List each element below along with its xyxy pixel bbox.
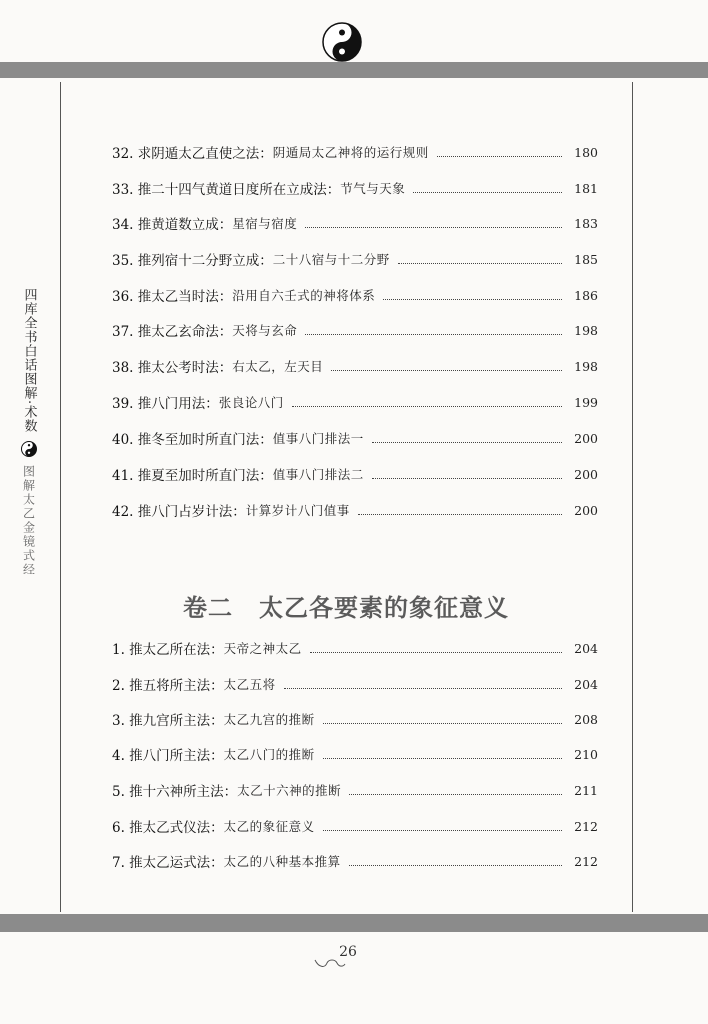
toc-entry-page: 198 xyxy=(574,322,598,338)
toc-entry-page: 211 xyxy=(574,782,598,798)
dot-leader xyxy=(349,865,562,866)
toc-entry-subtitle: 右太乙，左天目 xyxy=(232,359,324,374)
toc-entry-title: 36. 推太乙当时法： xyxy=(112,289,233,305)
toc-entry[interactable] xyxy=(112,636,598,660)
toc-entry[interactable] xyxy=(112,390,598,414)
toc-entry[interactable] xyxy=(112,426,598,450)
dot-leader xyxy=(372,442,562,443)
toc-entry[interactable] xyxy=(112,211,598,235)
dot-leader xyxy=(292,406,562,407)
footer-band xyxy=(0,914,708,932)
toc-entry-subtitle: 太乙的八种基本推算 xyxy=(223,854,341,869)
toc-entry-page: 185 xyxy=(574,251,598,267)
toc-entry-page: 200 xyxy=(574,466,598,482)
toc-entry-title: 6. 推太乙式仪法： xyxy=(112,820,224,836)
toc-entry-subtitle: 太乙五将 xyxy=(223,677,276,692)
series-title: 四库全书白话图解·术数 xyxy=(21,288,37,434)
toc-entry-title: 1. 推太乙所在法： xyxy=(112,642,224,658)
dot-leader xyxy=(305,227,562,228)
toc-entry-title: 37. 推太乙玄命法： xyxy=(112,324,233,340)
toc-entry-title: 41. 推夏至加时所直门法： xyxy=(112,468,273,484)
toc-entry-title: 39. 推八门用法： xyxy=(112,396,219,412)
toc-entry-page: 204 xyxy=(574,676,598,692)
toc-entry-subtitle: 星宿与宿度 xyxy=(232,216,298,231)
toc-entry-subtitle: 张良论八门 xyxy=(218,395,284,410)
toc-entry-page: 212 xyxy=(574,853,598,869)
dot-leader xyxy=(398,263,562,264)
side-caption xyxy=(14,288,44,577)
header-band xyxy=(0,62,708,78)
toc-entry-title: 40. 推冬至加时所直门法： xyxy=(112,432,273,448)
toc-entry-title: 33. 推二十四气黄道日度所在立成法： xyxy=(112,182,341,198)
toc-entry[interactable] xyxy=(112,742,598,766)
toc-entry-page: 183 xyxy=(574,215,598,231)
frame-left-rule xyxy=(60,82,61,912)
toc-entry[interactable] xyxy=(112,462,598,486)
toc-entry-title: 34. 推黄道数立成： xyxy=(112,217,233,233)
toc-entry-page: 204 xyxy=(574,640,598,656)
toc-entry[interactable] xyxy=(112,140,598,164)
toc-entry[interactable] xyxy=(112,318,598,342)
section-title-text: 太乙各要素的象征意义 xyxy=(259,594,509,622)
toc-entry-page: 200 xyxy=(574,430,598,446)
toc-entry-title: 35. 推列宿十二分野立成： xyxy=(112,253,273,269)
toc-entry[interactable] xyxy=(112,672,598,696)
toc-entry-subtitle: 天将与玄命 xyxy=(232,323,298,338)
toc-entry-page: 180 xyxy=(574,144,598,160)
toc-entry[interactable] xyxy=(112,778,598,802)
toc-entry-title: 7. 推太乙运式法： xyxy=(112,855,224,871)
toc-entry-subtitle: 太乙九宫的推断 xyxy=(223,712,315,727)
toc-entry-title: 4. 推八门所主法： xyxy=(112,748,224,764)
dot-leader xyxy=(372,478,562,479)
volume-label: 卷二 xyxy=(183,594,233,622)
toc-entry-page: 200 xyxy=(574,502,598,518)
toc-entry-page: 208 xyxy=(574,711,598,727)
toc-entry-page: 186 xyxy=(574,287,598,303)
toc-entry-subtitle: 沿用自六壬式的神将体系 xyxy=(232,288,376,303)
yin-yang-icon xyxy=(322,22,362,62)
toc-entry-title: 38. 推太公考时法： xyxy=(112,360,233,376)
toc-entry[interactable] xyxy=(112,707,598,731)
toc-entry[interactable] xyxy=(112,498,598,522)
toc-entry-subtitle: 值事八门排法二 xyxy=(272,467,364,482)
toc-entry[interactable] xyxy=(112,849,598,873)
toc-entry-title: 5. 推十六神所主法： xyxy=(112,784,238,800)
dot-leader xyxy=(323,723,562,724)
section-heading xyxy=(60,588,632,628)
yin-yang-icon xyxy=(21,441,37,457)
dot-leader xyxy=(310,652,562,653)
toc-entry-subtitle: 阴遁局太乙神将的运行规则 xyxy=(272,145,429,160)
dot-leader xyxy=(323,758,562,759)
toc-entry-page: 198 xyxy=(574,358,598,374)
toc-entry-page: 212 xyxy=(574,818,598,834)
toc-entry-subtitle: 天帝之神太乙 xyxy=(223,641,302,656)
toc-entry-page: 210 xyxy=(574,746,598,762)
toc-entry-subtitle: 计算岁计八门值事 xyxy=(245,503,350,518)
toc-entry-subtitle: 太乙十六神的推断 xyxy=(237,783,342,798)
dot-leader xyxy=(331,370,562,371)
toc-entry-page: 181 xyxy=(574,180,598,196)
toc-entry-title: 3. 推九宫所主法： xyxy=(112,713,224,729)
toc-entry-title: 42. 推八门占岁计法： xyxy=(112,504,246,520)
page-number: 26 xyxy=(339,944,357,960)
toc-entry[interactable] xyxy=(112,176,598,200)
dot-leader xyxy=(349,794,562,795)
frame-right-rule xyxy=(632,82,633,912)
toc-entry-subtitle: 太乙八门的推断 xyxy=(223,747,315,762)
dot-leader xyxy=(284,688,562,689)
toc-entry[interactable] xyxy=(112,354,598,378)
toc-entry-subtitle: 值事八门排法一 xyxy=(272,431,364,446)
toc-entry-subtitle: 二十八宿与十二分野 xyxy=(272,252,390,267)
toc-entry-page: 199 xyxy=(574,394,598,410)
toc-entry-title: 2. 推五将所主法： xyxy=(112,678,224,694)
toc-entry-subtitle: 节气与天象 xyxy=(340,181,406,196)
toc-entry-title: 32. 求阴遁太乙直使之法： xyxy=(112,146,273,162)
dot-leader xyxy=(383,299,562,300)
toc-entry-subtitle: 太乙的象征意义 xyxy=(223,819,315,834)
toc-entry[interactable] xyxy=(112,247,598,271)
dot-leader xyxy=(323,830,562,831)
dot-leader xyxy=(358,514,562,515)
dot-leader xyxy=(413,192,562,193)
dot-leader xyxy=(305,334,562,335)
toc-entry[interactable] xyxy=(112,283,598,307)
dot-leader xyxy=(437,156,562,157)
swirl-ornament-icon xyxy=(313,956,347,970)
toc-entry[interactable] xyxy=(112,814,598,838)
book-title: 图解太乙金镜式经 xyxy=(21,465,36,578)
